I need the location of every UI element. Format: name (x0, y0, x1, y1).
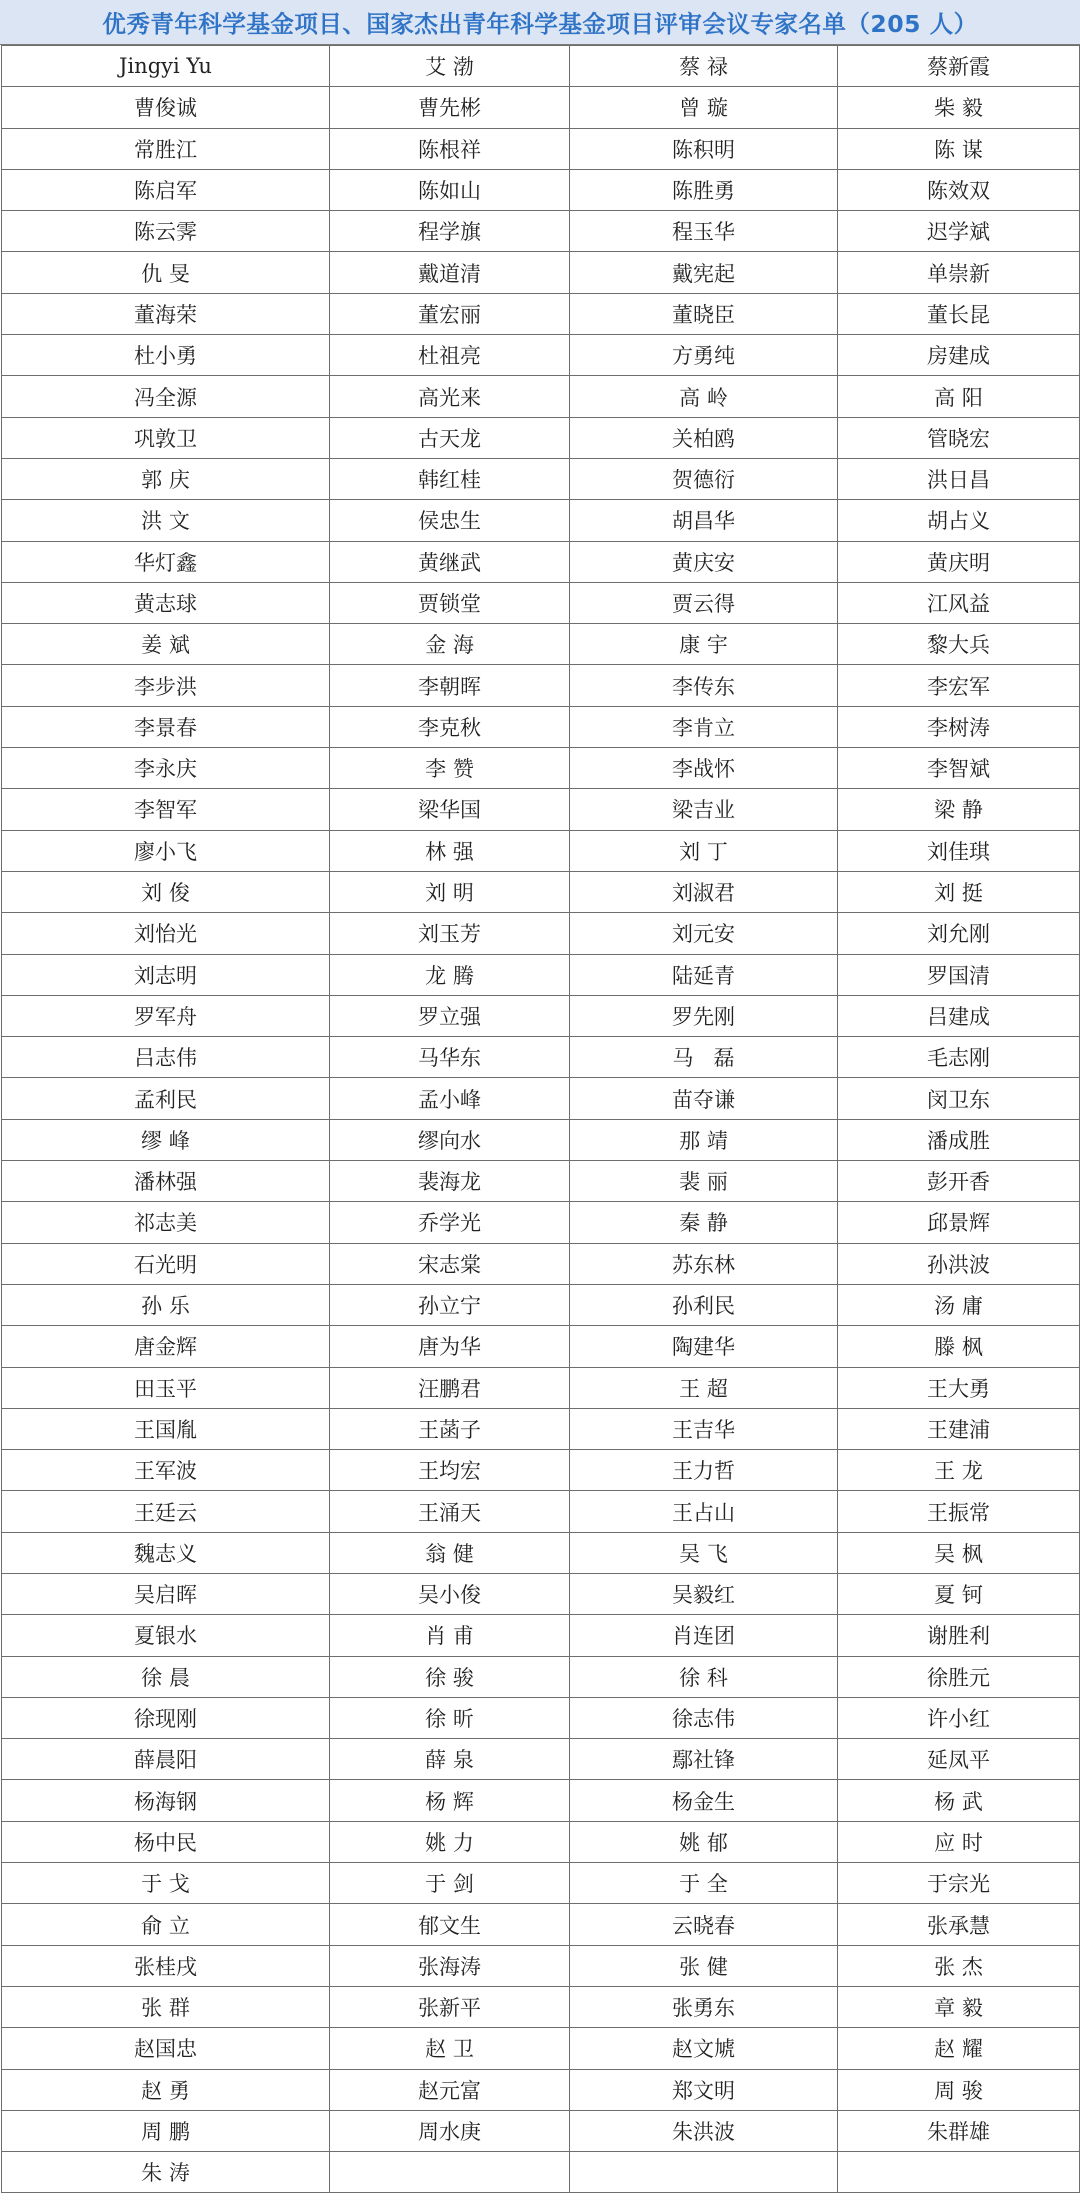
expert-name-cell: 张 健 (570, 1945, 838, 1986)
table-row (2, 582, 1080, 623)
expert-name-cell: 于 戈 (2, 1863, 330, 1904)
expert-name-cell: 吴 枫 (838, 1532, 1080, 1573)
table-row (2, 1367, 1080, 1408)
expert-name-cell: 刘 丁 (570, 830, 838, 871)
expert-name-cell: 王占山 (570, 1491, 838, 1532)
expert-name-cell: 刘志明 (2, 954, 330, 995)
table-row (2, 1697, 1080, 1738)
table-row (2, 1945, 1080, 1986)
expert-name-cell: 黄志球 (2, 582, 330, 623)
expert-name-cell: 陈如山 (330, 169, 570, 210)
expert-name-cell: 刘淑君 (570, 871, 838, 912)
table-row (2, 2069, 1080, 2110)
expert-name-cell: 张勇东 (570, 1986, 838, 2027)
expert-name-cell: 夏银水 (2, 1615, 330, 1656)
expert-name-cell: 梁吉业 (570, 789, 838, 830)
table-row (2, 2110, 1080, 2151)
expert-name-cell: 赵 勇 (2, 2069, 330, 2110)
expert-name-cell: 孙立宁 (330, 1284, 570, 1325)
table-row (2, 1656, 1080, 1697)
expert-name-cell: 陈胜勇 (570, 169, 838, 210)
expert-name-cell: 洪 文 (2, 500, 330, 541)
table-row (2, 1326, 1080, 1367)
expert-name-cell: 杨金生 (570, 1780, 838, 1821)
expert-name-cell: 裴海龙 (330, 1161, 570, 1202)
expert-name-cell (570, 2152, 838, 2193)
expert-name-cell: 罗国清 (838, 954, 1080, 995)
expert-name-cell: 高 阳 (838, 376, 1080, 417)
expert-name-cell: 程学旗 (330, 211, 570, 252)
expert-name-cell: 石光明 (2, 1243, 330, 1284)
expert-name-cell: 赵 耀 (838, 2028, 1080, 2069)
expert-name-cell: 于宗光 (838, 1863, 1080, 1904)
expert-name-cell: 杨海钢 (2, 1780, 330, 1821)
expert-name-cell: 云晓春 (570, 1904, 838, 1945)
expert-name-cell: 李战怀 (570, 748, 838, 789)
expert-name-cell: 李景春 (2, 706, 330, 747)
expert-name-cell: 薛晨阳 (2, 1739, 330, 1780)
expert-name-cell: 郭 庆 (2, 458, 330, 499)
expert-name-cell: 赵文虓 (570, 2028, 838, 2069)
expert-name-cell: 高光来 (330, 376, 570, 417)
expert-name-cell: 贺德衍 (570, 458, 838, 499)
table-row (2, 87, 1080, 128)
expert-name-cell: 杨 武 (838, 1780, 1080, 1821)
expert-name-cell: 刘 俊 (2, 871, 330, 912)
table-row (2, 1119, 1080, 1160)
expert-name-cell: 戴道清 (330, 252, 570, 293)
expert-name-cell: 郁文生 (330, 1904, 570, 1945)
expert-name-cell: 林 强 (330, 830, 570, 871)
expert-name-cell: 方勇纯 (570, 335, 838, 376)
expert-name-cell: 陈根祥 (330, 128, 570, 169)
expert-name-cell: 杨 辉 (330, 1780, 570, 1821)
expert-name-cell: 滕 枫 (838, 1326, 1080, 1367)
table-row (2, 2152, 1080, 2193)
expert-name-cell: 赵 卫 (330, 2028, 570, 2069)
table-row (2, 2028, 1080, 2069)
table-row (2, 252, 1080, 293)
expert-name-cell: 李克秋 (330, 706, 570, 747)
expert-name-cell: 罗军舟 (2, 995, 330, 1036)
expert-name-cell: 徐现刚 (2, 1697, 330, 1738)
expert-name-cell: 曹俊诚 (2, 87, 330, 128)
expert-name-cell: 杜小勇 (2, 335, 330, 376)
expert-name-cell: 李智军 (2, 789, 330, 830)
page-title: 优秀青年科学基金项目、国家杰出青年科学基金项目评审会议专家名单（205 人） (0, 0, 1080, 45)
expert-name-cell: 李宏军 (838, 665, 1080, 706)
expert-name-cell: 许小红 (838, 1697, 1080, 1738)
expert-name-cell: 朱群雄 (838, 2110, 1080, 2151)
expert-name-cell: 胡占义 (838, 500, 1080, 541)
table-row (2, 500, 1080, 541)
expert-name-cell: 孙 乐 (2, 1284, 330, 1325)
expert-name-cell: 张新平 (330, 1986, 570, 2027)
expert-name-cell: 董长昆 (838, 293, 1080, 334)
expert-name-cell: 迟学斌 (838, 211, 1080, 252)
expert-name-cell: 张承慧 (838, 1904, 1080, 1945)
expert-name-cell: 孟小峰 (330, 1078, 570, 1119)
expert-name-cell: 姚 力 (330, 1821, 570, 1862)
expert-name-cell: 邱景辉 (838, 1202, 1080, 1243)
table-row (2, 1821, 1080, 1862)
expert-name-cell: 杜祖亮 (330, 335, 570, 376)
expert-name-cell: 刘怡光 (2, 913, 330, 954)
expert-name-cell: 章 毅 (838, 1986, 1080, 2027)
expert-name-cell: 夏 钶 (838, 1573, 1080, 1614)
table-row (2, 128, 1080, 169)
expert-name-cell: 贾云得 (570, 582, 838, 623)
expert-name-cell: 马 磊 (570, 1037, 838, 1078)
expert-name-cell: 金 海 (330, 624, 570, 665)
table-row (2, 954, 1080, 995)
expert-name-cell (330, 2152, 570, 2193)
expert-name-cell: 马华东 (330, 1037, 570, 1078)
expert-name-cell: 秦 静 (570, 1202, 838, 1243)
expert-name-cell: 梁华国 (330, 789, 570, 830)
expert-name-cell: 吴小俊 (330, 1573, 570, 1614)
table-row (2, 1780, 1080, 1821)
expert-name-cell: 李肯立 (570, 706, 838, 747)
table-row (2, 1243, 1080, 1284)
expert-name-cell: 徐 科 (570, 1656, 838, 1697)
expert-name-cell: 唐金辉 (2, 1326, 330, 1367)
expert-name-cell: 于 全 (570, 1863, 838, 1904)
expert-name-cell: 董宏丽 (330, 293, 570, 334)
expert-name-cell: 贾锁堂 (330, 582, 570, 623)
expert-name-cell: 陈效双 (838, 169, 1080, 210)
expert-name-cell: 王吉华 (570, 1408, 838, 1449)
table-row (2, 211, 1080, 252)
expert-name-cell: 徐 骏 (330, 1656, 570, 1697)
expert-name-cell: 管晓宏 (838, 417, 1080, 458)
expert-name-cell: 艾 渤 (330, 46, 570, 87)
expert-name-cell: 王 龙 (838, 1450, 1080, 1491)
table-row (2, 46, 1080, 87)
expert-name-cell: 周 骏 (838, 2069, 1080, 2110)
expert-name-cell: 朱洪波 (570, 2110, 838, 2151)
expert-name-cell: 王涌天 (330, 1491, 570, 1532)
expert-name-cell: 孙利民 (570, 1284, 838, 1325)
expert-name-cell: 黄庆明 (838, 541, 1080, 582)
expert-name-cell: 陈积明 (570, 128, 838, 169)
table-row (2, 871, 1080, 912)
expert-name-cell: 汤 庸 (838, 1284, 1080, 1325)
expert-name-cell: 肖连团 (570, 1615, 838, 1656)
table-row (2, 1532, 1080, 1573)
expert-name-cell: 王 超 (570, 1367, 838, 1408)
expert-name-cell: 罗先刚 (570, 995, 838, 1036)
table-row (2, 913, 1080, 954)
expert-name-cell: 祁志美 (2, 1202, 330, 1243)
expert-name-cell: 陶建华 (570, 1326, 838, 1367)
expert-name-cell: 姚 郁 (570, 1821, 838, 1862)
table-row (2, 1863, 1080, 1904)
expert-name-cell: 王国胤 (2, 1408, 330, 1449)
table-row (2, 1615, 1080, 1656)
table-row (2, 169, 1080, 210)
expert-name-table-body (2, 46, 1080, 2193)
table-row (2, 665, 1080, 706)
expert-name-cell (838, 2152, 1080, 2193)
expert-name-cell: 王大勇 (838, 1367, 1080, 1408)
expert-name-cell: 韩红桂 (330, 458, 570, 499)
table-row (2, 541, 1080, 582)
expert-name-cell: 苗夺谦 (570, 1078, 838, 1119)
expert-name-cell: 俞 立 (2, 1904, 330, 1945)
expert-name-cell: 吕建成 (838, 995, 1080, 1036)
table-row (2, 624, 1080, 665)
expert-name-cell: 周 鹏 (2, 2110, 330, 2151)
table-row (2, 830, 1080, 871)
expert-name-cell: 孟利民 (2, 1078, 330, 1119)
expert-name-cell: 田玉平 (2, 1367, 330, 1408)
expert-name-cell: 冯全源 (2, 376, 330, 417)
expert-name-cell: 高 岭 (570, 376, 838, 417)
expert-name-cell: 唐为华 (330, 1326, 570, 1367)
table-row (2, 293, 1080, 334)
expert-name-cell: 刘元安 (570, 913, 838, 954)
expert-name-cell: 刘 明 (330, 871, 570, 912)
table-row (2, 748, 1080, 789)
expert-name-cell: 彭开香 (838, 1161, 1080, 1202)
expert-name-cell: 关柏鸥 (570, 417, 838, 458)
expert-name-cell: 王均宏 (330, 1450, 570, 1491)
expert-name-cell: 陈云霁 (2, 211, 330, 252)
expert-name-cell: 乔学光 (330, 1202, 570, 1243)
expert-name-cell: 李智斌 (838, 748, 1080, 789)
expert-name-cell: 徐志伟 (570, 1697, 838, 1738)
expert-name-cell: 巩敦卫 (2, 417, 330, 458)
table-row (2, 335, 1080, 376)
expert-name-cell: 缪 峰 (2, 1119, 330, 1160)
expert-name-cell: 吴启晖 (2, 1573, 330, 1614)
expert-name-cell: 曹先彬 (330, 87, 570, 128)
expert-name-cell: 刘允刚 (838, 913, 1080, 954)
expert-name-cell: 潘林强 (2, 1161, 330, 1202)
table-row (2, 1408, 1080, 1449)
table-row (2, 458, 1080, 499)
expert-name-cell: 董晓臣 (570, 293, 838, 334)
expert-name-cell: 陆延青 (570, 954, 838, 995)
expert-name-cell: 李步洪 (2, 665, 330, 706)
expert-name-cell: 侯忠生 (330, 500, 570, 541)
expert-name-cell: Jingyi Yu (2, 46, 330, 87)
expert-name-cell: 华灯鑫 (2, 541, 330, 582)
expert-name-cell: 古天龙 (330, 417, 570, 458)
table-row (2, 1450, 1080, 1491)
expert-name-cell: 潘成胜 (838, 1119, 1080, 1160)
expert-name-cell: 苏东林 (570, 1243, 838, 1284)
expert-name-cell: 吴毅红 (570, 1573, 838, 1614)
table-row (2, 706, 1080, 747)
expert-name-cell: 房建成 (838, 335, 1080, 376)
table-row (2, 1739, 1080, 1780)
expert-name-cell: 黄庆安 (570, 541, 838, 582)
expert-name-cell: 赵国忠 (2, 2028, 330, 2069)
expert-name-cell: 薛 泉 (330, 1739, 570, 1780)
expert-name-cell: 谢胜利 (838, 1615, 1080, 1656)
expert-name-cell: 宋志棠 (330, 1243, 570, 1284)
table-row (2, 1037, 1080, 1078)
expert-name-cell: 王力哲 (570, 1450, 838, 1491)
expert-name-cell: 梁 静 (838, 789, 1080, 830)
expert-name-cell: 朱 涛 (2, 2152, 330, 2193)
expert-name-cell: 张 群 (2, 1986, 330, 2027)
expert-name-cell: 单崇新 (838, 252, 1080, 293)
expert-name-cell: 毛志刚 (838, 1037, 1080, 1078)
expert-name-cell: 黄继武 (330, 541, 570, 582)
expert-name-cell: 仇 旻 (2, 252, 330, 293)
expert-name-cell: 戴宪起 (570, 252, 838, 293)
expert-name-cell: 汪鹏君 (330, 1367, 570, 1408)
expert-name-cell: 李传东 (570, 665, 838, 706)
expert-name-table (1, 45, 1080, 2193)
table-row (2, 1161, 1080, 1202)
table-row (2, 1078, 1080, 1119)
expert-name-cell: 赵元富 (330, 2069, 570, 2110)
expert-name-cell: 黎大兵 (838, 624, 1080, 665)
expert-name-cell: 延凤平 (838, 1739, 1080, 1780)
expert-name-cell: 柴 毅 (838, 87, 1080, 128)
expert-name-cell: 于 剑 (330, 1863, 570, 1904)
expert-name-cell: 徐 晨 (2, 1656, 330, 1697)
expert-name-cell: 王建浦 (838, 1408, 1080, 1449)
expert-name-cell: 翁 健 (330, 1532, 570, 1573)
expert-name-cell: 吕志伟 (2, 1037, 330, 1078)
expert-name-cell: 王菡子 (330, 1408, 570, 1449)
expert-name-cell: 常胜江 (2, 128, 330, 169)
expert-name-cell: 罗立强 (330, 995, 570, 1036)
expert-name-cell: 张 杰 (838, 1945, 1080, 1986)
table-row (2, 789, 1080, 830)
expert-name-cell: 吴 飞 (570, 1532, 838, 1573)
expert-name-cell: 陈 谋 (838, 128, 1080, 169)
expert-name-cell: 陈启军 (2, 169, 330, 210)
table-row (2, 1202, 1080, 1243)
expert-name-cell: 康 宇 (570, 624, 838, 665)
expert-name-cell: 孙洪波 (838, 1243, 1080, 1284)
expert-name-cell: 应 时 (838, 1821, 1080, 1862)
expert-name-cell: 李朝晖 (330, 665, 570, 706)
expert-name-cell: 姜 斌 (2, 624, 330, 665)
expert-name-cell: 魏志义 (2, 1532, 330, 1573)
table-row (2, 376, 1080, 417)
expert-name-cell: 郑文明 (570, 2069, 838, 2110)
expert-name-cell: 龙 腾 (330, 954, 570, 995)
expert-name-cell: 王军波 (2, 1450, 330, 1491)
expert-name-cell: 王振常 (838, 1491, 1080, 1532)
table-row (2, 1284, 1080, 1325)
expert-name-cell: 周水庚 (330, 2110, 570, 2151)
table-row (2, 417, 1080, 458)
expert-name-cell: 曾 璇 (570, 87, 838, 128)
expert-name-cell: 鄢社锋 (570, 1739, 838, 1780)
expert-name-cell: 蔡新霞 (838, 46, 1080, 87)
table-row (2, 1904, 1080, 1945)
expert-name-cell: 刘佳琪 (838, 830, 1080, 871)
table-row (2, 995, 1080, 1036)
expert-name-cell: 缪向水 (330, 1119, 570, 1160)
expert-name-cell: 李树涛 (838, 706, 1080, 747)
table-row (2, 1986, 1080, 2027)
expert-name-cell: 王廷云 (2, 1491, 330, 1532)
expert-name-cell: 肖 甫 (330, 1615, 570, 1656)
expert-name-cell: 廖小飞 (2, 830, 330, 871)
expert-name-cell: 张桂戌 (2, 1945, 330, 1986)
expert-name-cell: 李 赞 (330, 748, 570, 789)
expert-name-cell: 徐胜元 (838, 1656, 1080, 1697)
expert-name-cell: 刘玉芳 (330, 913, 570, 954)
expert-name-cell: 那 靖 (570, 1119, 838, 1160)
expert-name-cell: 李永庆 (2, 748, 330, 789)
table-row (2, 1491, 1080, 1532)
expert-name-cell: 蔡 禄 (570, 46, 838, 87)
expert-name-cell: 裴 丽 (570, 1161, 838, 1202)
expert-name-cell: 杨中民 (2, 1821, 330, 1862)
expert-name-cell: 胡昌华 (570, 500, 838, 541)
expert-name-cell: 闵卫东 (838, 1078, 1080, 1119)
expert-name-cell: 程玉华 (570, 211, 838, 252)
expert-name-cell: 江风益 (838, 582, 1080, 623)
table-row (2, 1573, 1080, 1614)
expert-name-cell: 刘 挺 (838, 871, 1080, 912)
expert-name-cell: 董海荣 (2, 293, 330, 334)
expert-name-cell: 徐 昕 (330, 1697, 570, 1738)
expert-name-cell: 张海涛 (330, 1945, 570, 1986)
expert-name-cell: 洪日昌 (838, 458, 1080, 499)
